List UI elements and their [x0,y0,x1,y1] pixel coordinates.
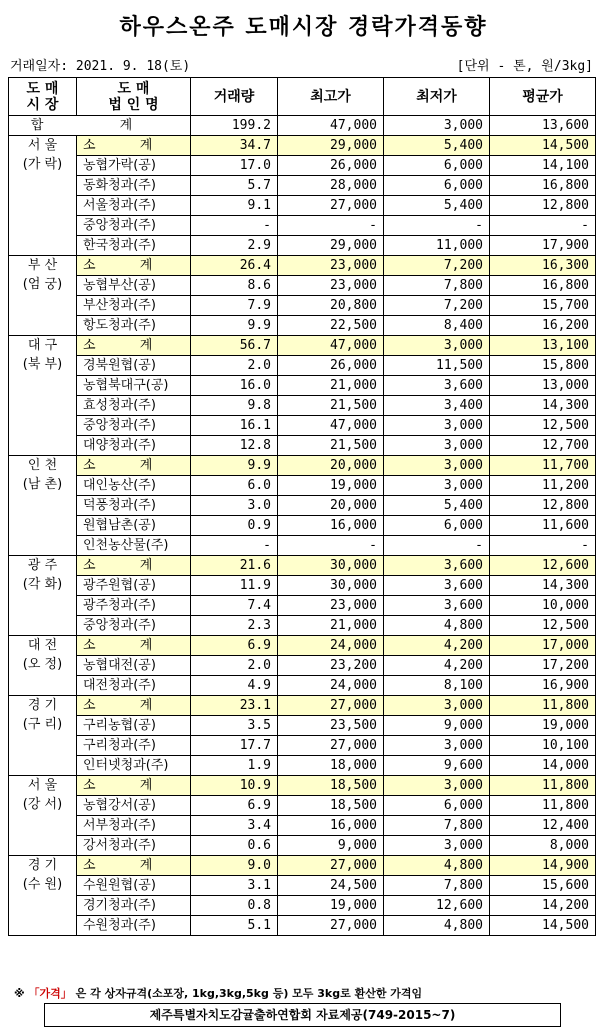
volume-cell: 3.0 [191,496,278,516]
max-cell: 27,000 [278,736,384,756]
corp-name: 농협강서(공) [77,796,191,816]
avg-cell: 13,000 [490,376,596,396]
min-cell: 5,400 [384,136,490,156]
avg-cell: 17,200 [490,656,596,676]
table-row [9,476,596,496]
avg-cell: - [490,536,596,556]
min-cell: 3,600 [384,596,490,616]
max-cell: 28,000 [278,176,384,196]
table-row [9,496,596,516]
table-row [9,756,596,776]
corp-name: 동화청과(주) [77,176,191,196]
volume-cell: 9.8 [191,396,278,416]
min-cell: 3,000 [384,776,490,796]
min-cell: 3,000 [384,416,490,436]
corp-name: 인천농산물(주) [77,536,191,556]
avg-cell: 11,800 [490,776,596,796]
trade-date: 거래일자: 2021. 9. 18(토) [10,59,191,74]
table-row [9,876,596,896]
avg-cell: 16,900 [490,676,596,696]
avg-cell: 12,400 [490,816,596,836]
table-row [9,356,596,376]
volume-cell: 16.1 [191,416,278,436]
market-name: 서 울 (강 서) [9,776,77,856]
min-cell: 7,800 [384,876,490,896]
subtotal-row [9,636,596,656]
min-cell: 3,000 [384,836,490,856]
table-row [9,736,596,756]
corp-name: 농협북대구(공) [77,376,191,396]
avg-cell: 16,200 [490,316,596,336]
max-cell: 19,000 [278,896,384,916]
max-cell: 24,500 [278,876,384,896]
volume-cell: 34.7 [191,136,278,156]
table-row [9,396,596,416]
corp-name: 소 계 [77,776,191,796]
volume-cell: - [191,216,278,236]
header-market: 도 매 시 장 [9,78,77,116]
max-cell: - [278,536,384,556]
min-cell: 3,000 [384,336,490,356]
min-cell: 7,200 [384,296,490,316]
max-cell: 9,000 [278,836,384,856]
volume-cell: 2.3 [191,616,278,636]
avg-cell: 14,900 [490,856,596,876]
volume-cell: 3.1 [191,876,278,896]
avg-cell: 16,800 [490,276,596,296]
header-volume: 거래량 [191,78,278,116]
min-cell: 3,000 [384,696,490,716]
min-cell: 4,200 [384,636,490,656]
avg-cell: 16,800 [490,176,596,196]
max-cell: 27,000 [278,696,384,716]
volume-cell: 6.9 [191,796,278,816]
min-cell: 3,600 [384,576,490,596]
avg-cell: 11,800 [490,696,596,716]
table-row [9,376,596,396]
volume-cell: 17.7 [191,736,278,756]
min-cell: 12,600 [384,896,490,916]
table-row [9,596,596,616]
volume-cell: 7.9 [191,296,278,316]
min-cell: - [384,216,490,236]
min-cell: 8,400 [384,316,490,336]
subtotal-row [9,856,596,876]
table-row [9,296,596,316]
min-cell: 11,000 [384,236,490,256]
avg-cell: 14,200 [490,896,596,916]
corp-name: 소 계 [77,456,191,476]
avg-cell: 19,000 [490,716,596,736]
volume-cell: 17.0 [191,156,278,176]
corp-name: 중앙청과(주) [77,616,191,636]
min-cell: 3,600 [384,376,490,396]
footnote-text: 은 각 상자규격(소포장, 1kg,3kg,5kg 등) 모두 3kg로 환산한 가격임 [75,987,423,1000]
min-cell: 8,100 [384,676,490,696]
subtotal-row [9,456,596,476]
avg-cell: 12,700 [490,436,596,456]
corp-name: 광주원협(공) [77,576,191,596]
volume-cell: 6.0 [191,476,278,496]
table-row [9,316,596,336]
footnote-quoted: 「가격」 [28,987,72,1000]
table-row [9,156,596,176]
volume-cell: 5.1 [191,916,278,936]
avg-cell: 17,000 [490,636,596,656]
market-name: 경 기 (수 원) [9,856,77,936]
max-cell: 27,000 [278,196,384,216]
subtotal-row [9,556,596,576]
total-avg: 13,600 [490,116,596,136]
corp-name: 대인농산(주) [77,476,191,496]
corp-name: 부산청과(주) [77,296,191,316]
avg-cell: 12,800 [490,496,596,516]
max-cell: 47,000 [278,336,384,356]
table-row [9,436,596,456]
avg-cell: 15,700 [490,296,596,316]
avg-cell: 15,800 [490,356,596,376]
avg-cell: 14,500 [490,136,596,156]
market-name: 인 천 (남 촌) [9,456,77,556]
table-row [9,416,596,436]
volume-cell: 2.9 [191,236,278,256]
max-cell: 23,500 [278,716,384,736]
avg-cell: 16,300 [490,256,596,276]
footnote-mark: ※ [14,987,25,1000]
max-cell: 21,000 [278,616,384,636]
max-cell: 24,000 [278,676,384,696]
corp-name: 소 계 [77,136,191,156]
table-row [9,216,596,236]
corp-name: 인터넷청과(주) [77,756,191,776]
min-cell: 3,400 [384,396,490,416]
corp-name: 농협가락(공) [77,156,191,176]
corp-name: 강서청과(주) [77,836,191,856]
max-cell: 21,500 [278,396,384,416]
min-cell: 4,800 [384,616,490,636]
corp-name: 대전청과(주) [77,676,191,696]
header-corp: 도 매 법 인 명 [77,78,191,116]
max-cell: 23,000 [278,596,384,616]
avg-cell: 12,500 [490,416,596,436]
min-cell: 4,800 [384,916,490,936]
corp-name: 구리청과(주) [77,736,191,756]
max-cell: 26,000 [278,156,384,176]
volume-cell: 6.9 [191,636,278,656]
price-table [8,77,596,936]
corp-name: 농협대전(공) [77,656,191,676]
min-cell: 5,400 [384,196,490,216]
min-cell: 6,000 [384,176,490,196]
volume-cell: 7.4 [191,596,278,616]
volume-cell: 9.9 [191,316,278,336]
volume-cell: 10.9 [191,776,278,796]
table-row [9,236,596,256]
volume-cell: 9.0 [191,856,278,876]
min-cell: 3,000 [384,476,490,496]
page-title: 하우스온주 도매시장 경락가격동향 [119,15,488,40]
table-row [9,656,596,676]
min-cell: 7,800 [384,276,490,296]
volume-cell: 26.4 [191,256,278,276]
max-cell: 27,000 [278,856,384,876]
unit-label: [단위 - 톤, 원/3kg] [456,59,593,74]
corp-name: 중앙청과(주) [77,216,191,236]
avg-cell: 14,000 [490,756,596,776]
corp-name: 광주청과(주) [77,596,191,616]
min-cell: 3,000 [384,436,490,456]
min-cell: 4,200 [384,656,490,676]
header-max: 최고가 [278,78,384,116]
subtotal-row [9,256,596,276]
avg-cell: 12,500 [490,616,596,636]
max-cell: 21,500 [278,436,384,456]
table-row [9,516,596,536]
max-cell: 47,000 [278,416,384,436]
total-row [9,116,596,136]
max-cell: 30,000 [278,576,384,596]
corp-name: 경북원협(공) [77,356,191,376]
max-cell: 18,500 [278,776,384,796]
corp-name: 효성청과(주) [77,396,191,416]
corp-name: 서울청과(주) [77,196,191,216]
max-cell: 16,000 [278,816,384,836]
avg-cell: 11,600 [490,516,596,536]
max-cell: 30,000 [278,556,384,576]
header-row [9,78,596,116]
avg-cell: 10,100 [490,736,596,756]
min-cell: 6,000 [384,516,490,536]
market-name: 부 산 (엄 궁) [9,256,77,336]
subtotal-row [9,776,596,796]
corp-name: 구리농협(공) [77,716,191,736]
table-row [9,716,596,736]
max-cell: 23,200 [278,656,384,676]
volume-cell: 5.7 [191,176,278,196]
min-cell: 9,000 [384,716,490,736]
max-cell: 23,000 [278,256,384,276]
corp-name: 한국청과(주) [77,236,191,256]
corp-name: 항도청과(주) [77,316,191,336]
table-row [9,896,596,916]
volume-cell: 0.6 [191,836,278,856]
max-cell: 20,000 [278,456,384,476]
avg-cell: 11,700 [490,456,596,476]
avg-cell: 11,200 [490,476,596,496]
volume-cell: 11.9 [191,576,278,596]
table-row [9,916,596,936]
corp-name: 농협부산(공) [77,276,191,296]
max-cell: 22,500 [278,316,384,336]
min-cell: 3,600 [384,556,490,576]
min-cell: 4,800 [384,856,490,876]
max-cell: 24,000 [278,636,384,656]
volume-cell: 16.0 [191,376,278,396]
table-row [9,536,596,556]
corp-name: 소 계 [77,856,191,876]
min-cell: 7,800 [384,816,490,836]
max-cell: 27,000 [278,916,384,936]
max-cell: 18,500 [278,796,384,816]
corp-name: 소 계 [77,636,191,656]
min-cell: 9,600 [384,756,490,776]
volume-cell: 12.8 [191,436,278,456]
table-row [9,176,596,196]
volume-cell: 9.1 [191,196,278,216]
avg-cell: 13,100 [490,336,596,356]
min-cell: 6,000 [384,796,490,816]
market-name: 경 기 (구 리) [9,696,77,776]
min-cell: 3,000 [384,736,490,756]
volume-cell: 1.9 [191,756,278,776]
table-row [9,836,596,856]
min-cell: - [384,536,490,556]
volume-cell: 0.9 [191,516,278,536]
max-cell: 16,000 [278,516,384,536]
subtotal-row [9,336,596,356]
volume-cell: 9.9 [191,456,278,476]
corp-name: 중앙청과(주) [77,416,191,436]
corp-name: 소 계 [77,336,191,356]
avg-cell: 12,800 [490,196,596,216]
corp-name: 수원청과(주) [77,916,191,936]
volume-cell: 21.6 [191,556,278,576]
volume-cell: 8.6 [191,276,278,296]
table-row [9,616,596,636]
total-label: 합 계 [9,116,191,136]
max-cell: - [278,216,384,236]
corp-name: 소 계 [77,556,191,576]
table-row [9,816,596,836]
volume-cell: 23.1 [191,696,278,716]
min-cell: 6,000 [384,156,490,176]
volume-cell: 3.4 [191,816,278,836]
corp-name: 경기청과(주) [77,896,191,916]
corp-name: 소 계 [77,696,191,716]
max-cell: 29,000 [278,136,384,156]
avg-cell: 12,600 [490,556,596,576]
subtotal-row [9,136,596,156]
volume-cell: 56.7 [191,336,278,356]
volume-cell: 2.0 [191,656,278,676]
max-cell: 21,000 [278,376,384,396]
min-cell: 11,500 [384,356,490,376]
volume-cell: 0.8 [191,896,278,916]
corp-name: 대양청과(주) [77,436,191,456]
volume-cell: - [191,536,278,556]
max-cell: 19,000 [278,476,384,496]
header-min: 최저가 [384,78,490,116]
market-name: 대 전 (오 정) [9,636,77,696]
corp-name: 덕풍청과(주) [77,496,191,516]
max-cell: 26,000 [278,356,384,376]
min-cell: 5,400 [384,496,490,516]
avg-cell: 14,300 [490,396,596,416]
max-cell: 20,000 [278,496,384,516]
corp-name: 수원원협(공) [77,876,191,896]
avg-cell: 11,800 [490,796,596,816]
total-max: 47,000 [278,116,384,136]
total-volume: 199.2 [191,116,278,136]
source-box: 제주특별자치도감귤출하연합회 자료제공(749-2015~7) [44,1003,561,1027]
avg-cell: 14,500 [490,916,596,936]
market-name: 서 울 (가 락) [9,136,77,256]
avg-cell: 8,000 [490,836,596,856]
avg-cell: 14,300 [490,576,596,596]
header-avg: 평균가 [490,78,596,116]
min-cell: 3,000 [384,456,490,476]
max-cell: 29,000 [278,236,384,256]
avg-cell: - [490,216,596,236]
market-name: 광 주 (각 화) [9,556,77,636]
avg-cell: 15,600 [490,876,596,896]
volume-cell: 4.9 [191,676,278,696]
corp-name: 서부청과(주) [77,816,191,836]
table-row [9,576,596,596]
table-row [9,196,596,216]
footnote [14,985,422,1001]
table-row [9,796,596,816]
volume-cell: 2.0 [191,356,278,376]
max-cell: 18,000 [278,756,384,776]
volume-cell: 3.5 [191,716,278,736]
market-name: 대 구 (북 부) [9,336,77,456]
table-row [9,276,596,296]
subtotal-row [9,696,596,716]
corp-name: 원협남촌(공) [77,516,191,536]
avg-cell: 10,000 [490,596,596,616]
table-row [9,676,596,696]
avg-cell: 14,100 [490,156,596,176]
min-cell: 7,200 [384,256,490,276]
max-cell: 23,000 [278,276,384,296]
max-cell: 20,800 [278,296,384,316]
total-min: 3,000 [384,116,490,136]
avg-cell: 17,900 [490,236,596,256]
corp-name: 소 계 [77,256,191,276]
